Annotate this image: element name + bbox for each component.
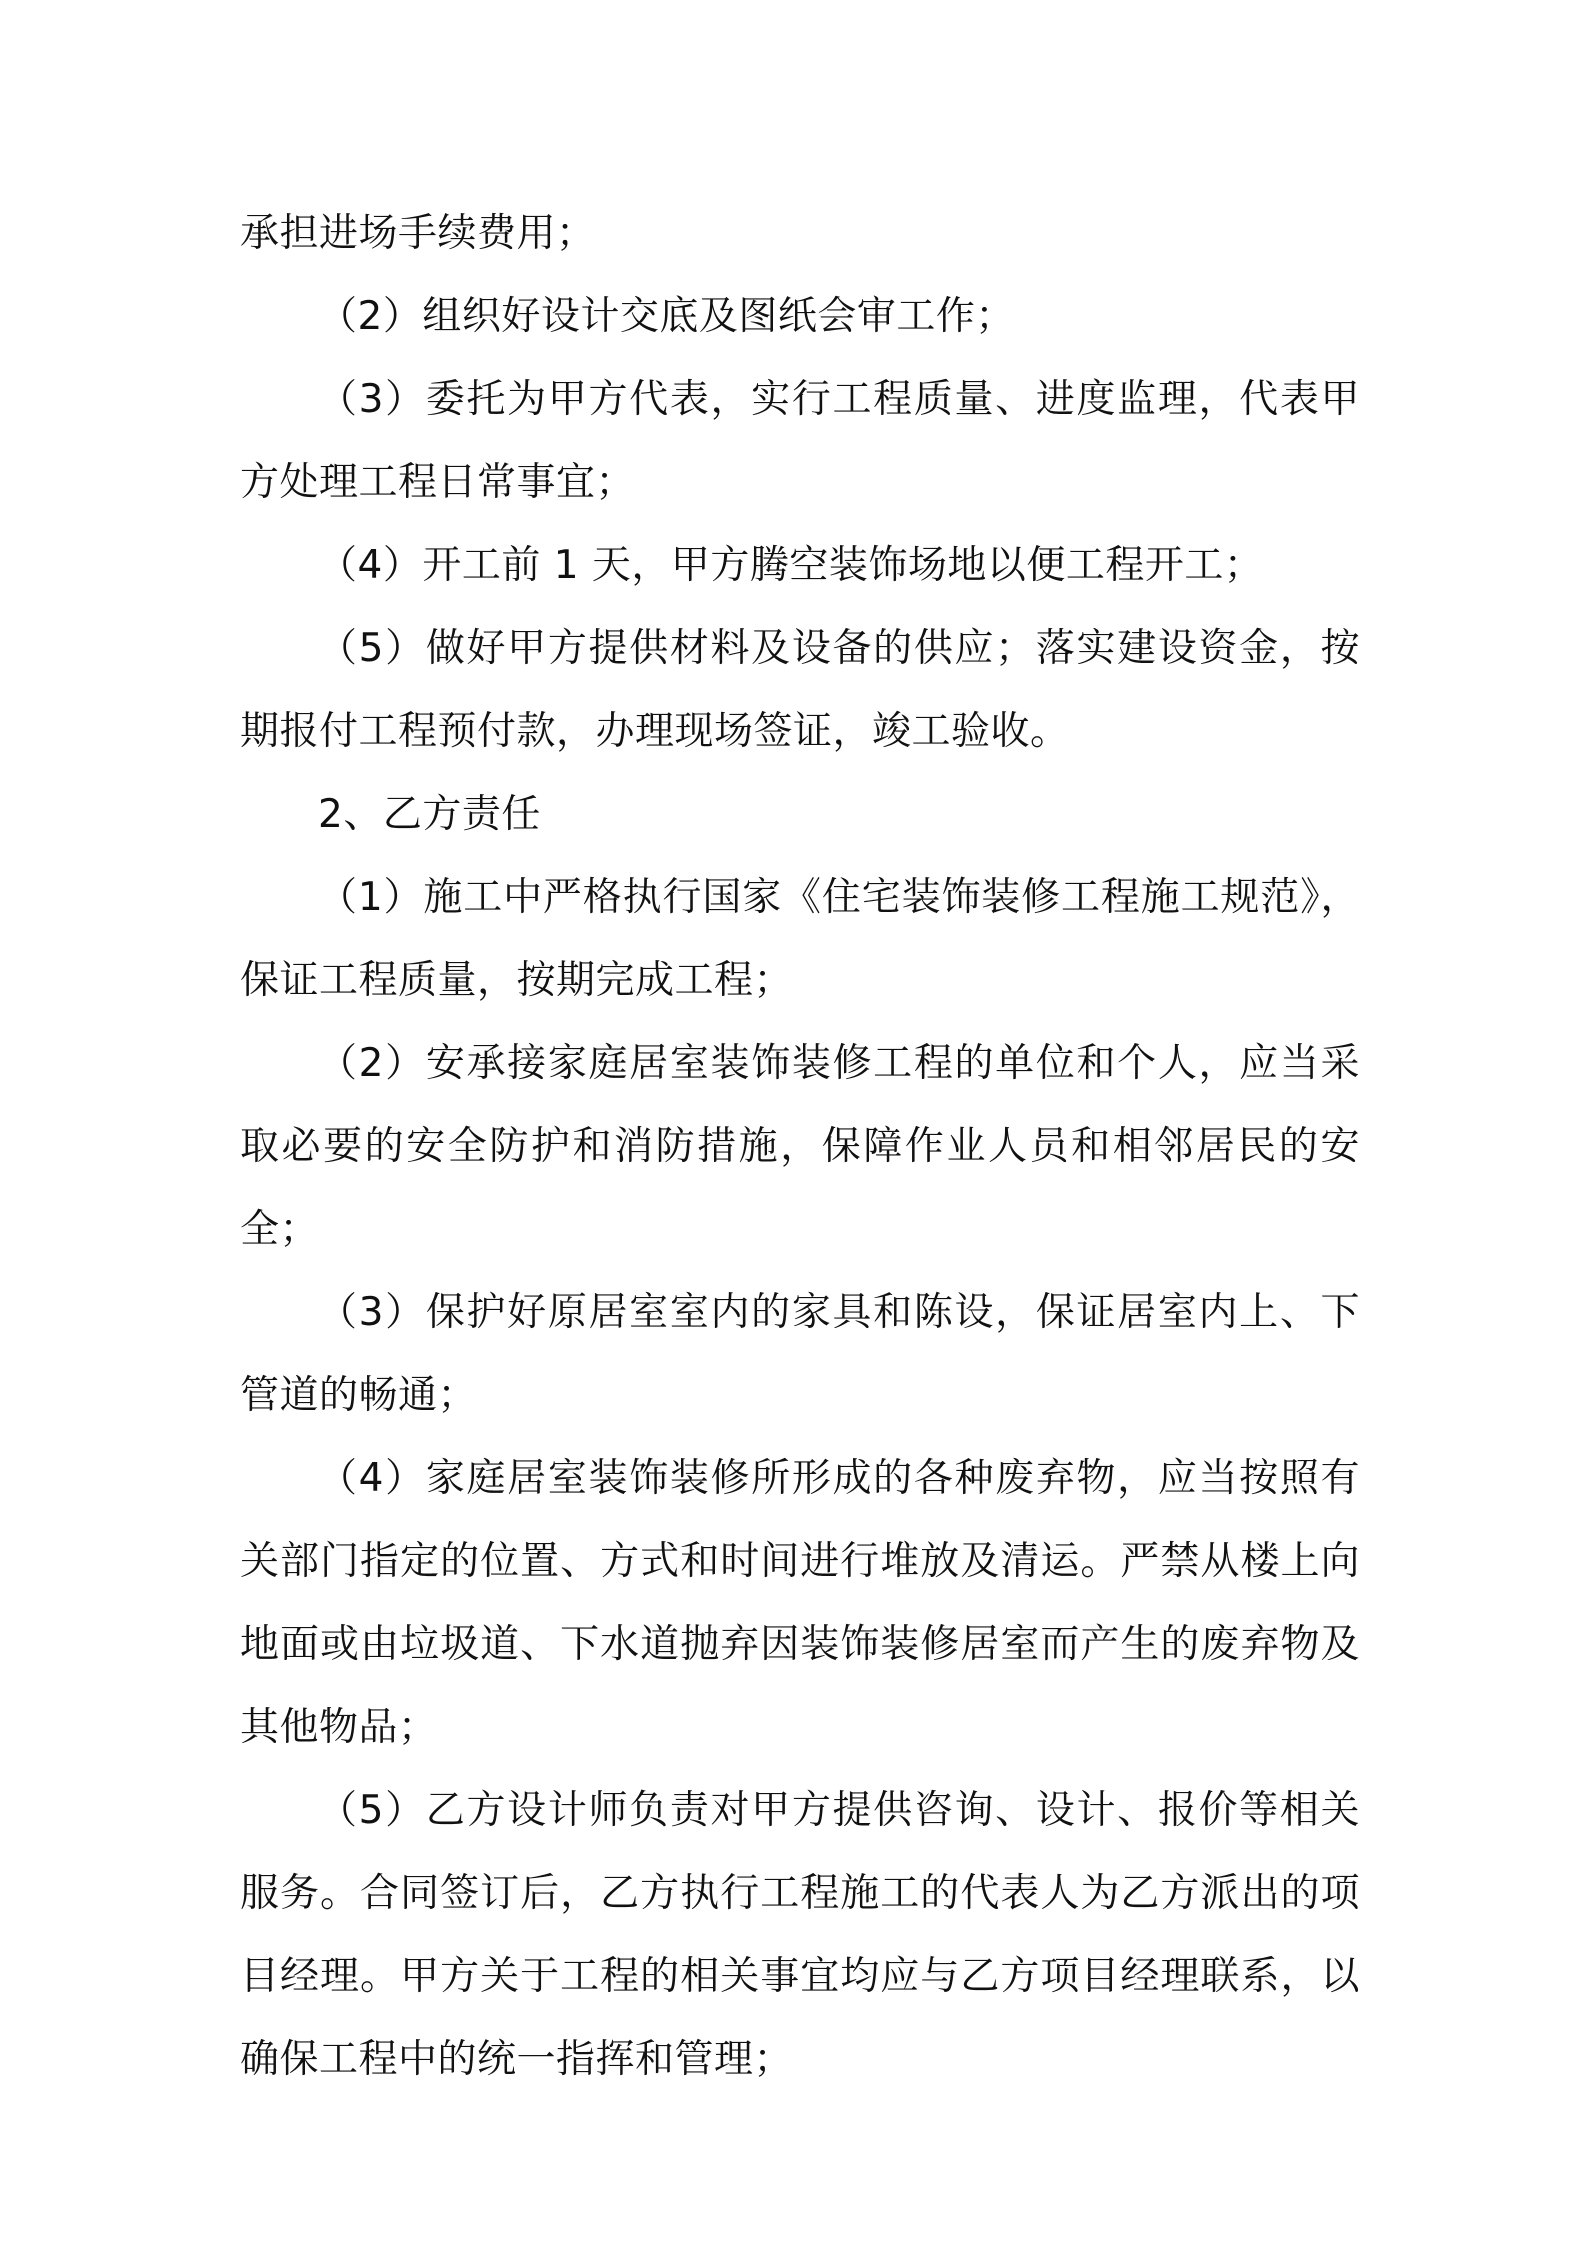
paragraph-party-b-item-4: （4）家庭居室装饰装修所形成的各种废弃物，应当按照有关部门指定的位置、方式和时间进行堆放及清运。严禁从楼上向地面或由垃圾道、下水道抛弃因装饰装修居室而产生的废弃物及其他物品； [240, 1456, 1360, 1750]
paragraph-party-b-item-1: （1）施工中严格执行国家《住宅装饰装修工程施工规范》，保证工程质量，按期完成工程； [240, 875, 1360, 1003]
section-heading-party-b: 2、乙方责任 [318, 792, 541, 837]
document-body [240, 192, 1360, 2101]
paragraph-party-a-item-5: （5）做好甲方提供材料及设备的供应；落实建设资金，按期报付工程预付款，办理现场签证，竣工验收。 [240, 626, 1360, 754]
paragraph-party-b-item-5: （5）乙方设计师负责对甲方提供咨询、设计、报价等相关服务。合同签订后，乙方执行工程施工的代表人为乙方派出的项目经理。甲方关于工程的相关事宜均应与乙方项目经理联系，以确保工程中的统一指挥和管理； [240, 1788, 1360, 2082]
paragraph-party-a-item-4: （4）开工前 1 天，甲方腾空装饰场地以便工程开工； [318, 543, 1264, 588]
paragraph-party-a-item-2: （2）组织好设计交底及图纸会审工作； [318, 294, 1015, 339]
paragraph-party-a-item-3: （3）委托为甲方代表，实行工程质量、进度监理，代表甲方处理工程日常事宜； [240, 377, 1360, 505]
paragraph-party-b-item-3: （3）保护好原居室室内的家具和陈设，保证居室内上、下管道的畅通； [240, 1290, 1360, 1418]
paragraph-fee-continuation: 承担进场手续费用； [240, 211, 596, 256]
paragraph-party-b-item-2: （2）安承接家庭居室装饰装修工程的单位和个人，应当采取必要的安全防护和消防措施，保障作业人员和相邻居民的安全； [240, 1041, 1360, 1252]
